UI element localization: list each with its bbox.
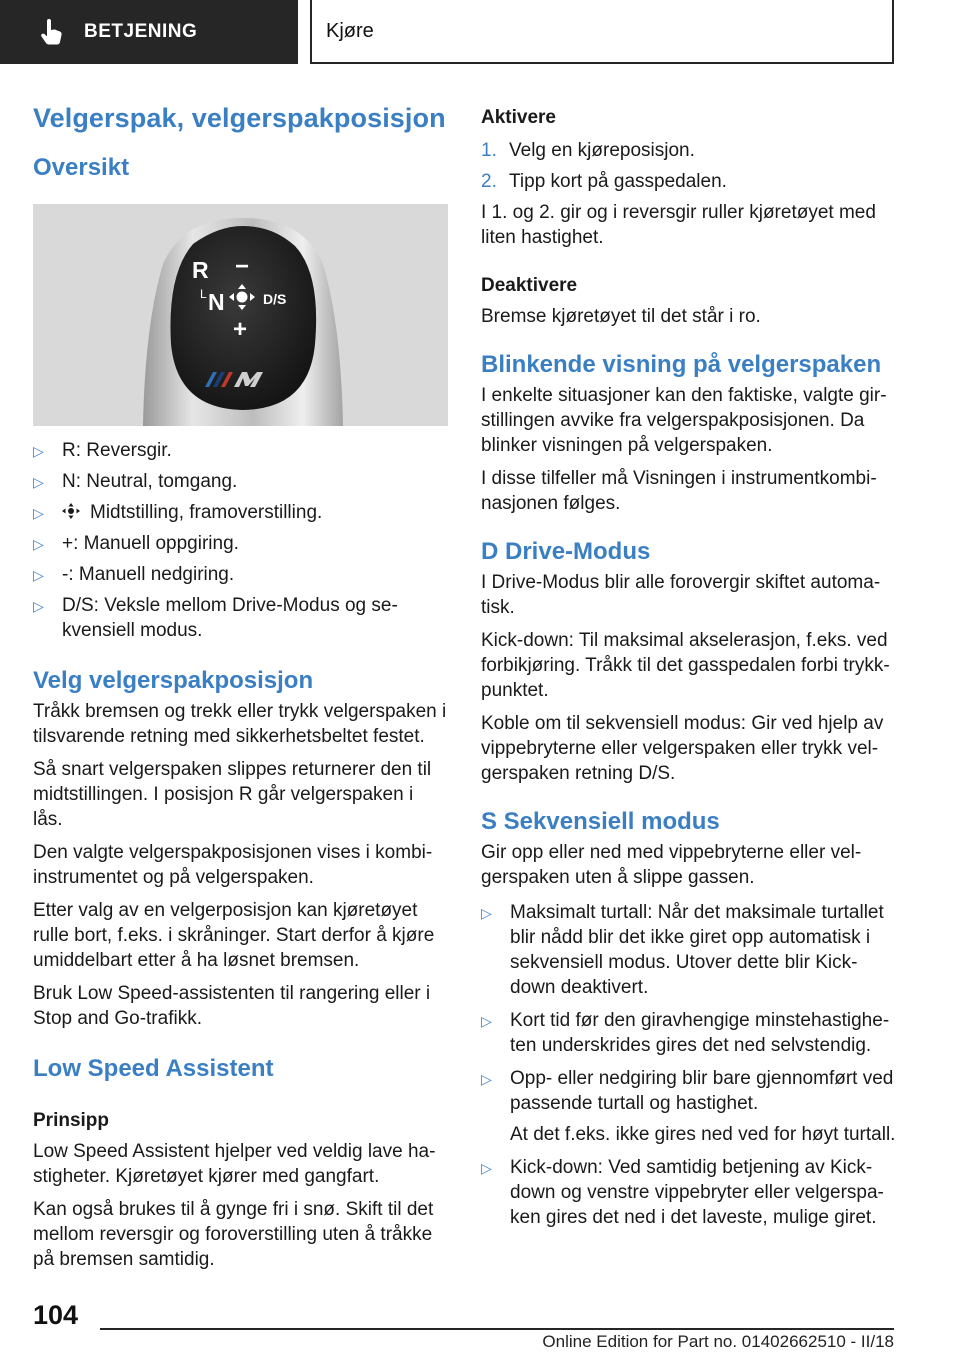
gear-label-l: L	[200, 287, 207, 301]
step-text: Tipp kort på gasspedalen.	[509, 171, 727, 192]
list-item-text: D/S: Veksle mellom Drive-Modus og sekvensiell modus.	[62, 595, 398, 641]
paragraph: Gir opp eller ned med vippebryterne eller velgerspaken uten å slippe gassen.	[481, 842, 862, 888]
list-item-text: N: Neutral, tomgang.	[62, 471, 238, 492]
list-item	[481, 1066, 897, 1147]
left-column	[33, 98, 448, 1272]
gear-label-n: N	[208, 289, 225, 315]
list-item-text: Kort tid før den giravhengige minstehastigheten underskrides gires det ned selvstendig.	[510, 1010, 890, 1056]
principle-heading: Prinsipp	[33, 1110, 110, 1131]
list-item-text: R: Reversgir.	[62, 440, 172, 461]
triangle-bullet-icon: ▷	[33, 536, 44, 552]
triangle-bullet-icon: ▷	[33, 598, 44, 614]
triangle-bullet-icon: ▷	[481, 1071, 492, 1087]
paragraph: Kick-down: Til maksimal akselerasjon, f.eks. ved forbikjøring. Tråkk til det gasspedalen forbi trykkpunktet.	[481, 630, 890, 701]
gear-label-minus: −	[235, 253, 250, 280]
blink-heading: Blinkende visning på velgerspaken	[481, 351, 882, 378]
paragraph: Den valgte velgerspakposisjonen vises i kombiinstrumentet og på velgerspaken.	[33, 842, 433, 888]
triangle-bullet-icon: ▷	[33, 443, 44, 459]
list-item-subtext: At det f.eks. ikke gires ned ved for høyt turtall.	[510, 1124, 896, 1145]
overview-heading: Oversikt	[33, 154, 130, 181]
list-item	[33, 593, 448, 643]
center-position-icon	[60, 502, 82, 520]
deactivate-heading: Deaktivere	[481, 275, 578, 296]
section-label: Kjøre	[326, 19, 374, 42]
activate-steps	[481, 138, 897, 194]
gear-label-ds: D/S	[263, 291, 287, 307]
activate-heading: Aktivere	[481, 107, 556, 128]
list-item-text: Maksimalt turtall: Når det maksimale turtallet blir nådd blir det ikke giret opp automatisk i sekvensiell modus. Utover dette blir Kick-down deaktivert.	[510, 902, 884, 998]
list-item	[33, 438, 448, 463]
list-item-text: -: Manuell nedgiring.	[62, 564, 235, 585]
drive-heading: D Drive-Modus	[481, 538, 651, 565]
select-heading: Velg velgerspakposisjon	[33, 667, 314, 694]
list-item	[481, 169, 897, 194]
list-item	[481, 1008, 897, 1058]
triangle-bullet-icon: ▷	[33, 567, 44, 583]
seq-list	[481, 900, 897, 1230]
chapter-label: BETJENING	[84, 21, 198, 42]
list-item	[33, 562, 448, 587]
gear-label-plus: +	[233, 316, 248, 343]
gear-position-list	[33, 438, 448, 643]
list-item-text: Opp- eller nedgiring blir bare gjennomført ved passende turtall og hastighet.	[510, 1068, 894, 1114]
triangle-bullet-icon: ▷	[481, 1013, 492, 1029]
page-title: Velgerspak, velgerspakposisjon	[33, 103, 446, 133]
lsa-heading: Low Speed Assistent	[33, 1055, 274, 1082]
list-item	[481, 1155, 897, 1230]
list-item	[481, 138, 897, 163]
list-item-text: +: Manuell oppgiring.	[62, 533, 239, 554]
step-number: 1.	[481, 140, 497, 161]
paragraph: Kan også brukes til å gynge fri i snø. Skift til det mellom reversgir og foroverstilling uten å tråkke på bremsen samtidig.	[33, 1199, 434, 1270]
paragraph: I enkelte situasjoner kan den faktiske, valgte girstillingen avvike fra velgerspakposisjonen. Da blinker visningen på velgerspaken.	[481, 385, 887, 456]
list-item-text: Midtstilling, framoverstilling.	[90, 502, 323, 523]
footer-divider	[100, 1328, 894, 1330]
list-item	[33, 531, 448, 556]
gear-knob-illustration	[33, 204, 448, 426]
paragraph: Tråkk bremsen og trekk eller trykk velgerspaken i tilsvarende retning med sikkerhetsbeltet festet.	[33, 701, 447, 747]
paragraph: Bremse kjøretøyet til det står i ro.	[481, 306, 761, 327]
triangle-bullet-icon: ▷	[33, 505, 44, 521]
list-item	[33, 469, 448, 494]
chapter-tab	[0, 0, 298, 64]
edition-footer: Online Edition for Part no. 01402662510 - II/18	[542, 1332, 894, 1351]
step-text: Velg en kjøreposisjon.	[509, 140, 695, 161]
hand-pointer-icon	[36, 17, 66, 47]
paragraph: Koble om til sekvensiell modus: Gir ved hjelp av vippebryterne eller velgerspaken eller trykk velgerspaken retning D/S.	[481, 713, 884, 784]
paragraph: Etter valg av en velgerposisjon kan kjøretøyet rulle bort, f.eks. i skråninger. Start derfor å kjøre umiddelbart etter å ha løsnet bremsen.	[33, 900, 435, 971]
gear-selector-image	[33, 204, 448, 426]
triangle-bullet-icon: ▷	[33, 474, 44, 490]
gear-label-r: R	[192, 257, 209, 283]
list-item	[33, 500, 448, 525]
page-number: 104	[33, 1300, 79, 1330]
triangle-bullet-icon: ▷	[481, 1160, 492, 1176]
right-column	[481, 104, 897, 1230]
triangle-bullet-icon: ▷	[481, 905, 492, 921]
paragraph: I Drive-Modus blir alle forovergir skiftet automatisk.	[481, 572, 881, 618]
seq-heading: S Sekvensiell modus	[481, 808, 720, 835]
paragraph: Så snart velgerspaken slippes returnerer den til midtstillingen. I posisjon R går velgerspaken i lås.	[33, 759, 432, 830]
step-number: 2.	[481, 171, 497, 192]
paragraph: Low Speed Assistent hjelper ved veldig lave hastigheter. Kjøretøyet kjører med gangfart.	[33, 1141, 436, 1187]
section-header	[310, 0, 894, 64]
paragraph: I 1. og 2. gir og i reversgir ruller kjøretøyet med liten hastighet.	[481, 202, 876, 248]
list-item-text: Kick-down: Ved samtidig betjening av Kick-down og venstre vippebryter eller velgerspaken gires det ned i det laveste, mulige giret.	[510, 1157, 884, 1228]
paragraph: I disse tilfeller må Visningen i instrumentkombinasjonen følges.	[481, 468, 877, 514]
paragraph: Bruk Low Speed-assistenten til rangering eller i Stop and Go-trafikk.	[33, 983, 431, 1029]
list-item	[481, 900, 897, 1000]
